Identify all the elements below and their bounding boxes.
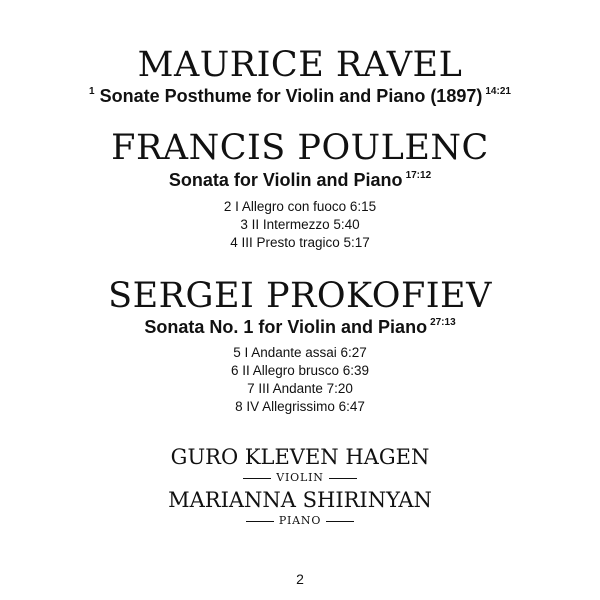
track-item: 7 III Andante 7:20	[247, 381, 353, 396]
rule-right	[326, 521, 354, 522]
role-label: PIANO	[278, 514, 322, 527]
work-title-ravel	[0, 84, 600, 108]
composer-heading-ravel: MAURICE RAVEL	[137, 45, 463, 85]
work-duration: 14:21	[485, 86, 511, 97]
work-title-prokofiev	[0, 315, 600, 339]
composer-heading-poulenc: FRANCIS POULENC	[111, 128, 489, 168]
performer-role-violin	[0, 470, 600, 486]
work-title-poulenc	[0, 168, 600, 192]
work-duration: 27:13	[430, 317, 456, 328]
work-title-text: Sonata No. 1 for Violin and Piano	[144, 317, 428, 337]
performer-role-piano	[0, 513, 600, 529]
track-item: 2 I Allegro con fuoco 6:15	[223, 199, 377, 214]
rule-left	[243, 478, 271, 479]
performer-name-piano: MARIANNA SHIRINYAN	[168, 488, 432, 512]
track-list-poulenc	[0, 198, 600, 252]
rule-left	[246, 521, 274, 522]
track-item: 3 II Intermezzo 5:40	[240, 217, 360, 232]
work-title-text: Sonate Posthume for Violin and Piano (1897)	[99, 86, 483, 106]
track-number: 1	[89, 86, 95, 97]
work-title-text: Sonata for Violin and Piano	[168, 170, 403, 190]
role-label: VIOLIN	[276, 471, 324, 484]
track-item: 5 I Andante assai 6:27	[233, 345, 367, 360]
rule-right	[329, 478, 357, 479]
track-item: 8 IV Allegrissimo 6:47	[235, 399, 365, 414]
track-item: 6 II Allegro brusco 6:39	[230, 363, 370, 378]
page-number: 2	[296, 571, 304, 587]
track-item: 4 III Presto tragico 5:17	[230, 235, 370, 250]
work-duration: 17:12	[405, 170, 432, 181]
track-list-prokofiev	[0, 344, 600, 416]
composer-heading-prokofiev: SERGEI PROKOFIEV	[108, 276, 492, 316]
performer-name-violin: GURO KLEVEN HAGEN	[170, 445, 430, 469]
